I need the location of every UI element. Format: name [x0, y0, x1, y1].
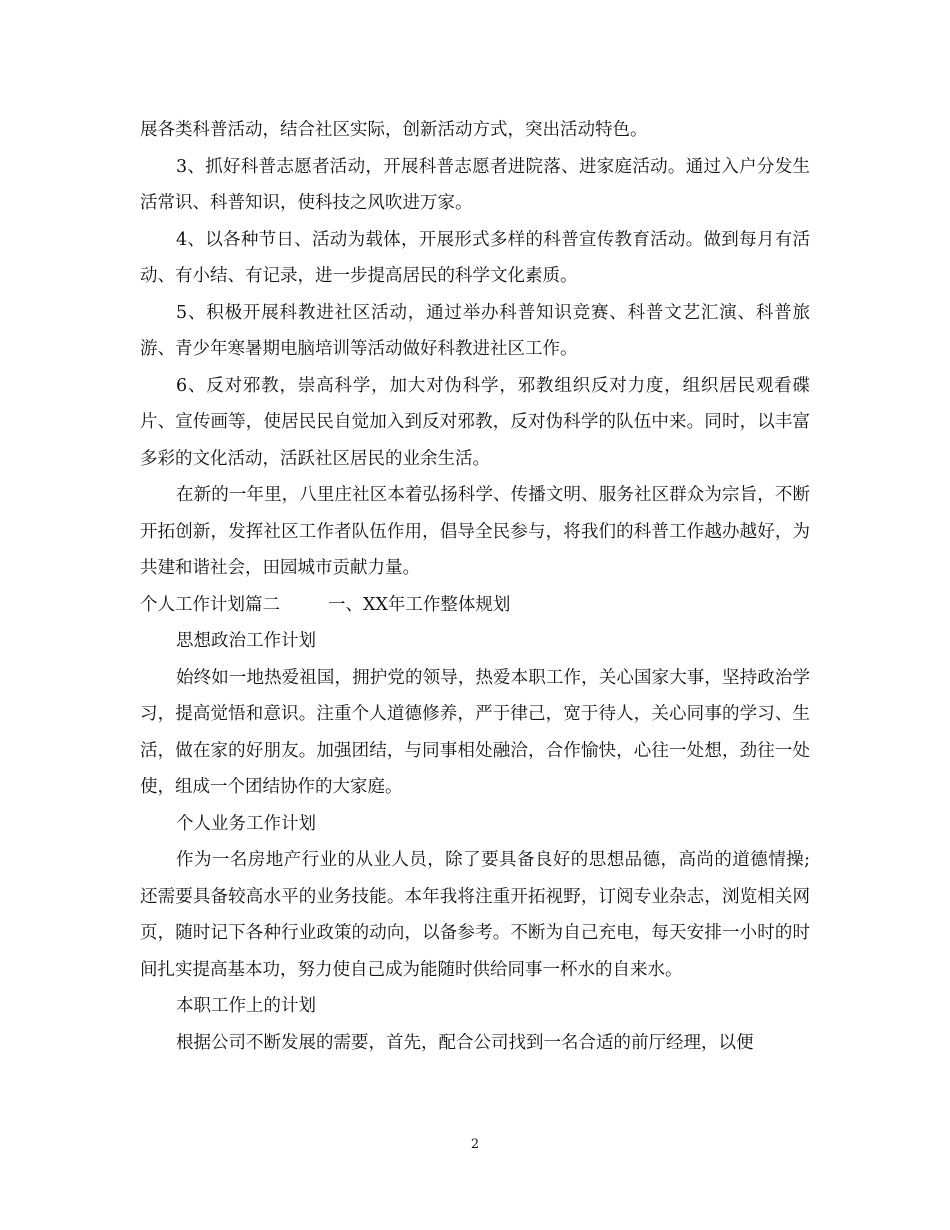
- body-paragraph: 5、积极开展科教进社区活动，通过举办科普知识竞赛、科普文艺汇演、科普旅游、青少年寒暑期电脑培训等活动做好科教进社区工作。: [140, 302, 810, 359]
- body-paragraph: 3、抓好科普志愿者活动，开展科普志愿者进院落、进家庭活动。通过入户分发生活常识、科普知识，使科技之风吹进万家。: [140, 156, 810, 213]
- subheading: 个人业务工作计划: [176, 813, 316, 834]
- body-paragraph: 4、以各种节日、活动为载体，开展形式多样的科普宣传教育活动。做到每月有活动、有小结、有记录，进一步提高居民的科学文化素质。: [140, 229, 810, 286]
- subheading: 本职工作上的计划: [176, 996, 316, 1016]
- plan-subtitle: 一、XX年工作整体规划: [328, 594, 511, 615]
- document-body: [140, 112, 810, 1061]
- body-paragraph: 展各类科普活动，结合社区实际，创新活动方式，突出活动特色。: [140, 120, 648, 140]
- heading-gap: [280, 587, 328, 624]
- plan-title: 个人工作计划篇二: [140, 594, 280, 615]
- subheading: 思想政治工作计划: [176, 631, 316, 651]
- body-paragraph: 作为一名房地产行业的从业人员，除了要具备良好的思想品德，高尚的道德情操;还需要具备较高水平的业务技能。本年我将注重开拓视野，订阅专业杂志，浏览相关网页，随时记下各种行业政策的动向，以备参考。不断为自己充电，每天安排一小时的时间扎实提高基本功，努力使自己成为能随时供给同事一杯水的自来水。: [140, 850, 810, 980]
- body-paragraph: 始终如一地热爱祖国，拥护党的领导，热爱本职工作，关心国家大事，坚持政治学习，提高觉悟和意识。注重个人道德修养，严于律己，宽于待人，关心同事的学习、生活，做在家的好朋友。加强团结，与同事相处融洽，合作愉快，心往一处想，劲往一处使，组成一个团结协作的大家庭。: [140, 667, 810, 797]
- body-paragraph: 根据公司不断发展的需要，首先，配合公司找到一名合适的前厅经理，以便: [176, 1032, 754, 1053]
- section-heading-row: [140, 587, 810, 624]
- page-number: 2: [470, 1137, 480, 1152]
- body-paragraph: 在新的一年里，八里庄社区本着弘扬科学、传播文明、服务社区群众为宗旨，不断开拓创新，发挥社区工作者队伍作用，倡导全民参与，将我们的科普工作越办越好，为共建和谐社会，田园城市贡献力量。: [140, 485, 810, 578]
- body-paragraph: 6、反对邪教，崇高科学，加大对伪科学，邪教组织反对力度，组织居民观看碟片、宣传画等，使居民民自觉加入到反对邪教，反对伪科学的队伍中来。同时，以丰富多彩的文化活动，活跃社区居民的业余生活。: [140, 375, 810, 469]
